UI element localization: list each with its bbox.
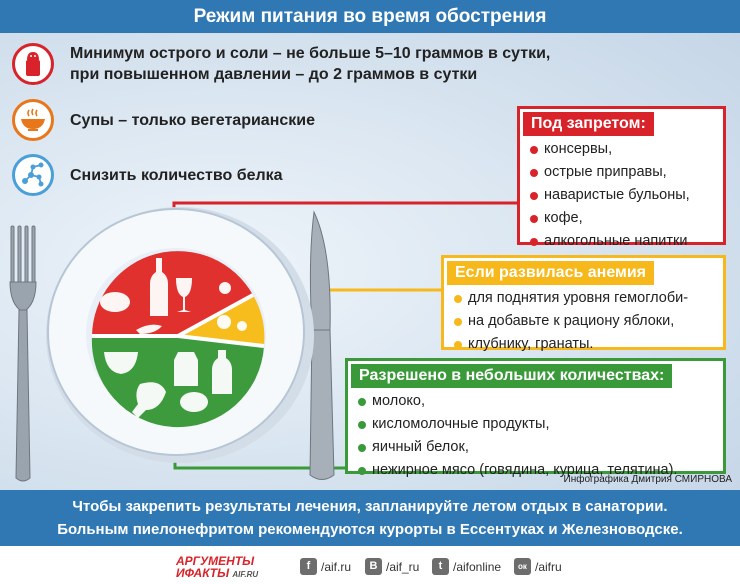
tip-soup-line1: Супы – только вегетарианские (70, 111, 316, 129)
fork-icon (10, 226, 36, 481)
tip-protein-line1: Снизить количество белка (70, 166, 283, 184)
footer-note (0, 490, 740, 546)
social-twitter[interactable] (432, 558, 501, 575)
tip-salt-line2: при повышенном давлении – до 2 граммов в сутки (70, 66, 478, 83)
anemia-list (444, 285, 723, 360)
facebook-icon: f (300, 558, 317, 575)
vk-icon: В (365, 558, 382, 575)
list-item: алкогольные напитки (530, 230, 715, 253)
footer-line1: Чтобы закрепить результаты лечения, запланируйте летом отдых в санатории. (72, 498, 668, 515)
list-item: нежирное мясо (говядина, курица, телятина). (358, 459, 715, 482)
twitter-icon: t (432, 558, 449, 575)
anemia-box (441, 255, 726, 350)
list-item: для поднятия уровня гемоглоби- (454, 287, 715, 310)
forbidden-title: Под запретом: (523, 112, 654, 136)
list-item: яичный белок, (358, 436, 715, 459)
credit: Инфографика Дмитрия СМИРНОВА (563, 474, 732, 485)
footer-line2: Больным пиелонефритом рекомендуются курорты в Ессентуках и Железноводске. (57, 521, 683, 538)
can-icon (100, 292, 130, 312)
list-item: наваристые бульоны, (530, 184, 715, 207)
social-twitter-text: /aifonline (453, 559, 502, 574)
allowed-list (348, 388, 723, 486)
allowed-box (345, 358, 726, 478)
social-odnoklassniki[interactable] (514, 558, 562, 575)
logo-line1: АРГУМЕНТЫ (176, 554, 255, 568)
page-title: Режим питания во время обострения (0, 0, 740, 33)
social-odnoklassniki-text: /aifru (535, 559, 562, 574)
allowed-title: Разрешено в небольших количествах: (351, 364, 672, 388)
odnoklassniki-icon: ок (514, 558, 531, 575)
social-row (0, 555, 740, 581)
milk-carton-icon (174, 352, 198, 386)
social-facebook-text: /aif.ru (321, 559, 352, 574)
forbidden-list (520, 136, 723, 257)
list-item-continued: клубнику, гранаты. (454, 333, 715, 356)
social-facebook[interactable] (300, 558, 351, 575)
social-vk-text: /aif_ru (386, 559, 420, 574)
list-item: острые приправы, (530, 161, 715, 184)
social-vk[interactable] (365, 558, 419, 575)
list-item: консервы, (530, 138, 715, 161)
strawberry-icon (237, 321, 247, 331)
list-item: молоко, (358, 390, 715, 413)
apple-icon (217, 315, 231, 329)
coffee-bean-icon (219, 282, 231, 294)
list-item-continued: на добавьте к рациону яблоки, (454, 310, 715, 333)
list-item: кофе, (530, 207, 715, 230)
aif-logo[interactable] (176, 555, 266, 579)
logo-line2: ИФАКТЫ AIF.RU (176, 566, 259, 580)
chicken-icon (180, 392, 208, 412)
anemia-title: Если развилась анемия (447, 261, 654, 285)
forbidden-box (517, 106, 726, 249)
tip-salt-line1: Минимум острого и соли – не больше 5–10 граммов в сутки, (70, 45, 551, 62)
knife-icon (310, 212, 334, 480)
list-item: кисломолочные продукты, (358, 413, 715, 436)
